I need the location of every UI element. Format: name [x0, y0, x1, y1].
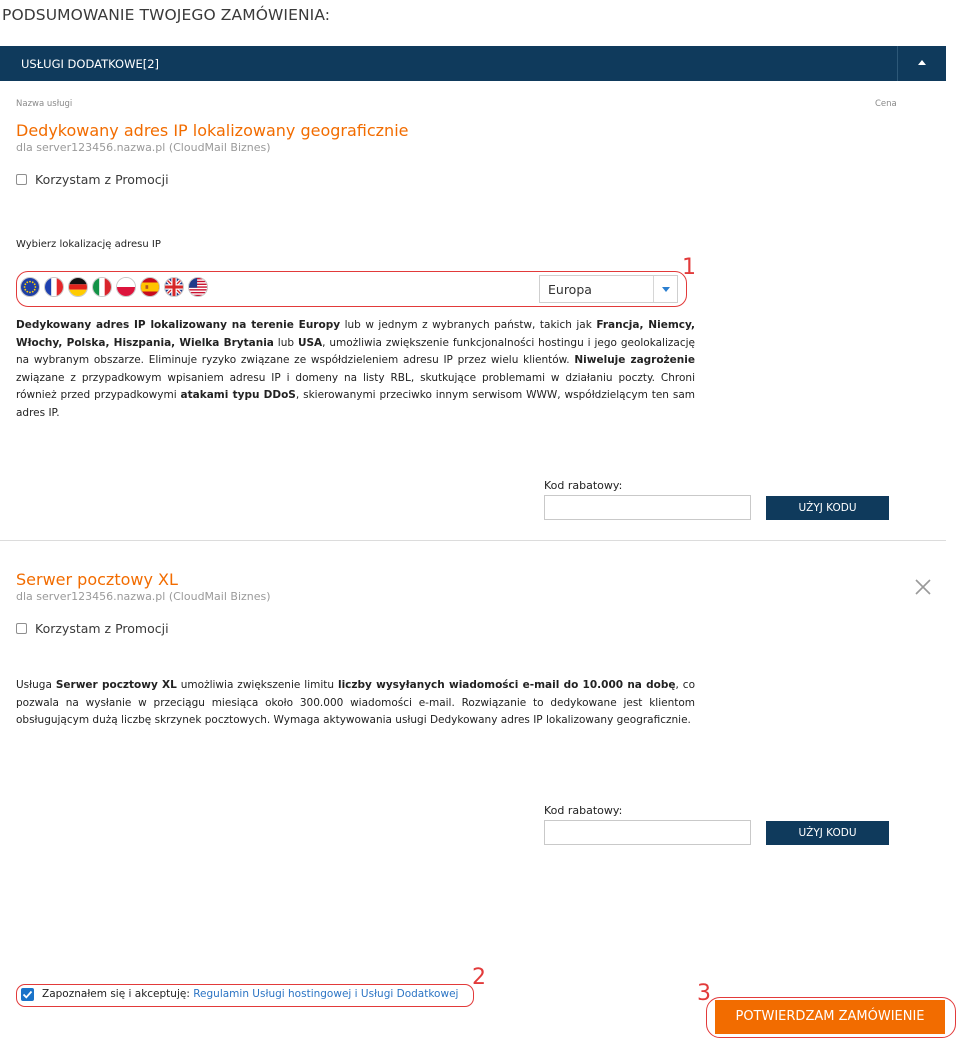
service-subtitle: dla server123456.nazwa.pl (CloudMail Biznes) — [16, 141, 271, 154]
promo-option[interactable] — [16, 621, 169, 636]
service-description-dedicated-ip: Dedykowany adres IP lokalizowany na terenie Europy lub w jednym z wybranych państw, takich jak Francja, Niemcy, Włochy, Polska, Hiszpania, Wielka Brytania lub USA, umożliwia zwiększenie funkcjonalności hostingu i jego geolokalizację na wybranym obszarze. Eliminuje ryzyko związane ze współdzieleniem adresu IP przez wielu klientów. Niweluje zagrożenie związane z przypadkowym wpisaniem adresu IP i domeny na listy RBL, skutkujące problemami w działaniu poczty. Chroni również przed przypadkowymi atakami typu DDoS, skierowanymi przeciwko innym serwisom WWW, współdzielącym ten sam adres IP. — [16, 319, 696, 419]
france-flag-icon[interactable] — [44, 277, 64, 297]
remove-service-button[interactable] — [914, 578, 932, 596]
column-header-service-name: Nazwa usługi — [16, 99, 73, 109]
discount-code-label: Kod rabatowy: — [544, 479, 623, 492]
section-divider — [0, 540, 946, 541]
confirm-order-button[interactable]: POTWIERDZAM ZAMÓWIENIE — [715, 1000, 945, 1034]
location-select-value: Europa — [548, 282, 592, 297]
annotation-number-3: 3 — [697, 981, 711, 1006]
promo-option[interactable] — [16, 172, 169, 187]
location-label: Wybierz lokalizację adresu IP — [16, 239, 161, 250]
promo-label: Korzystam z Promocji — [35, 172, 169, 187]
uk-flag-icon[interactable] — [164, 277, 184, 297]
chevron-up-icon — [918, 60, 926, 65]
dropdown-toggle[interactable] — [653, 276, 677, 302]
chevron-down-icon — [662, 287, 670, 292]
annotation-number-1: 1 — [682, 255, 696, 280]
section-header-label: USŁUGI DODATKOWE[2] — [21, 57, 160, 71]
promo-checkbox[interactable] — [16, 174, 27, 185]
terms-text: Zapoznałem się i akceptuję: Regulamin Usługi hostingowej i Usługi Dodatkowej — [42, 988, 459, 1000]
terms-checkbox[interactable] — [21, 988, 34, 1001]
close-icon — [914, 578, 932, 596]
apply-code-button[interactable]: UŻYJ KODU — [766, 496, 889, 520]
promo-label: Korzystam z Promocji — [35, 621, 169, 636]
service-subtitle: dla server123456.nazwa.pl (CloudMail Biznes) — [16, 590, 271, 603]
annotation-number-2: 2 — [472, 965, 486, 990]
service-title-dedicated-ip: Dedykowany adres IP lokalizowany geograficznie — [16, 121, 409, 140]
germany-flag-icon[interactable] — [68, 277, 88, 297]
eu-flag-icon[interactable] — [20, 277, 40, 297]
poland-flag-icon[interactable] — [116, 277, 136, 297]
checkmark-icon — [22, 989, 33, 1000]
promo-checkbox[interactable] — [16, 623, 27, 634]
spain-flag-icon[interactable] — [140, 277, 160, 297]
terms-link[interactable]: Regulamin Usługi hostingowej i Usługi Dodatkowej — [193, 988, 459, 1000]
collapse-toggle-button[interactable] — [897, 46, 946, 81]
service-title-mail-server-xl: Serwer pocztowy XL — [16, 570, 178, 589]
page-title: PODSUMOWANIE TWOJEGO ZAMÓWIENIA: — [2, 6, 331, 24]
section-header-additional-services — [0, 46, 946, 81]
discount-code-label: Kod rabatowy: — [544, 804, 623, 817]
column-header-price: Cena — [875, 99, 897, 109]
service-description-mail-server: Usługa Serwer pocztowy XL umożliwia zwiększenie limitu liczby wysyłanych wiadomości e-mail do 10.000 na dobę, co pozwala na wysłanie w przeciągu miesiąca około 300.000 wiadomości e-mail. Rozwiązanie to dedykowane jest klientom obsługującym dużą liczbę skrzynek pocztowych. Wymaga aktywowania usługi Dedykowany adres IP lokalizowany geograficznie. — [16, 679, 695, 726]
apply-code-button[interactable]: UŻYJ KODU — [766, 821, 889, 845]
location-select[interactable] — [539, 275, 678, 303]
discount-code-input[interactable] — [544, 495, 751, 520]
italy-flag-icon[interactable] — [92, 277, 112, 297]
discount-code-input[interactable] — [544, 820, 751, 845]
usa-flag-icon[interactable] — [188, 277, 208, 297]
